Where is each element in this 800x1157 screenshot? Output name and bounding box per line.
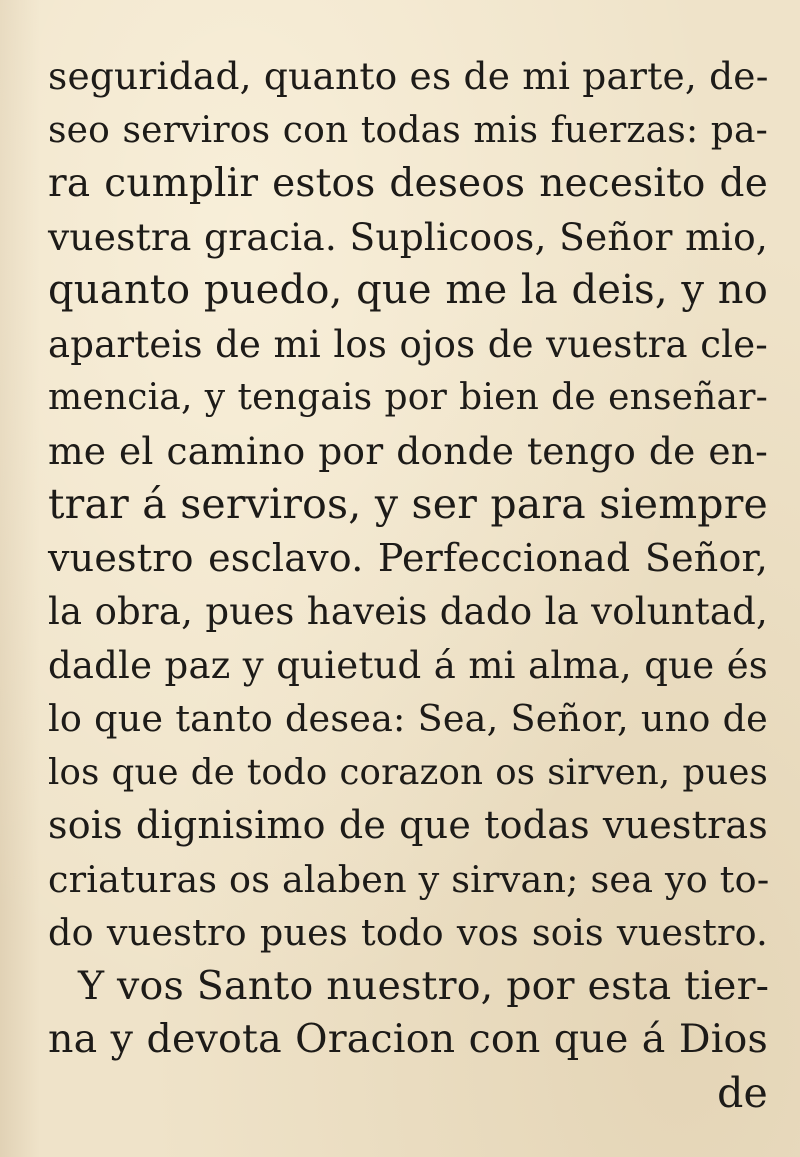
text-line-8: me el camino por donde tengo de en-	[48, 428, 768, 473]
text-line-1: seguridad, quanto es de mi parte, de-	[48, 54, 769, 98]
text-line-13: lo que tanto desea: Sea, Señor, uno de	[48, 697, 768, 740]
text-line-18: Y vos Santo nuestro, por esta tier-	[78, 962, 770, 1009]
text-line-5: quanto puedo, que me la deis, y no	[48, 267, 768, 313]
text-line-9: trar á serviros, y ser para siempre	[48, 480, 768, 528]
text-line-3: ra cumplir estos deseos necesito de	[48, 161, 768, 206]
text-line-14: los que de todo corazon os sirven, pues	[48, 751, 768, 793]
text-line-15: sois dignisimo de que todas vuestras	[48, 803, 768, 847]
text-line-16: criaturas os alaben y sirvan; sea yo to-	[48, 857, 770, 901]
text-line-6: aparteis de mi los ojos de vuestra cle-	[48, 322, 768, 366]
text-line-7: mencia, y tengais por bien de enseñar-	[48, 377, 768, 418]
catchword: de	[717, 1068, 768, 1117]
text-line-10: vuestro esclavo. Perfeccionad Señor,	[48, 535, 768, 580]
text-line-12: dadle paz y quietud á mi alma, que és	[48, 643, 768, 687]
text-line-4: vuestra gracia. Suplicoos, Señor mio,	[48, 214, 768, 259]
text-line-17: do vuestro pues todo vos sois vuestro.	[48, 911, 768, 954]
page-body-text	[48, 50, 788, 1120]
text-line-11: la obra, pues haveis dado la voluntad,	[48, 590, 768, 633]
text-line-2: seo serviros con todas mis fuerzas: pa-	[48, 109, 768, 151]
text-line-19: na y devota Oracion con que á Dios	[48, 1016, 768, 1062]
